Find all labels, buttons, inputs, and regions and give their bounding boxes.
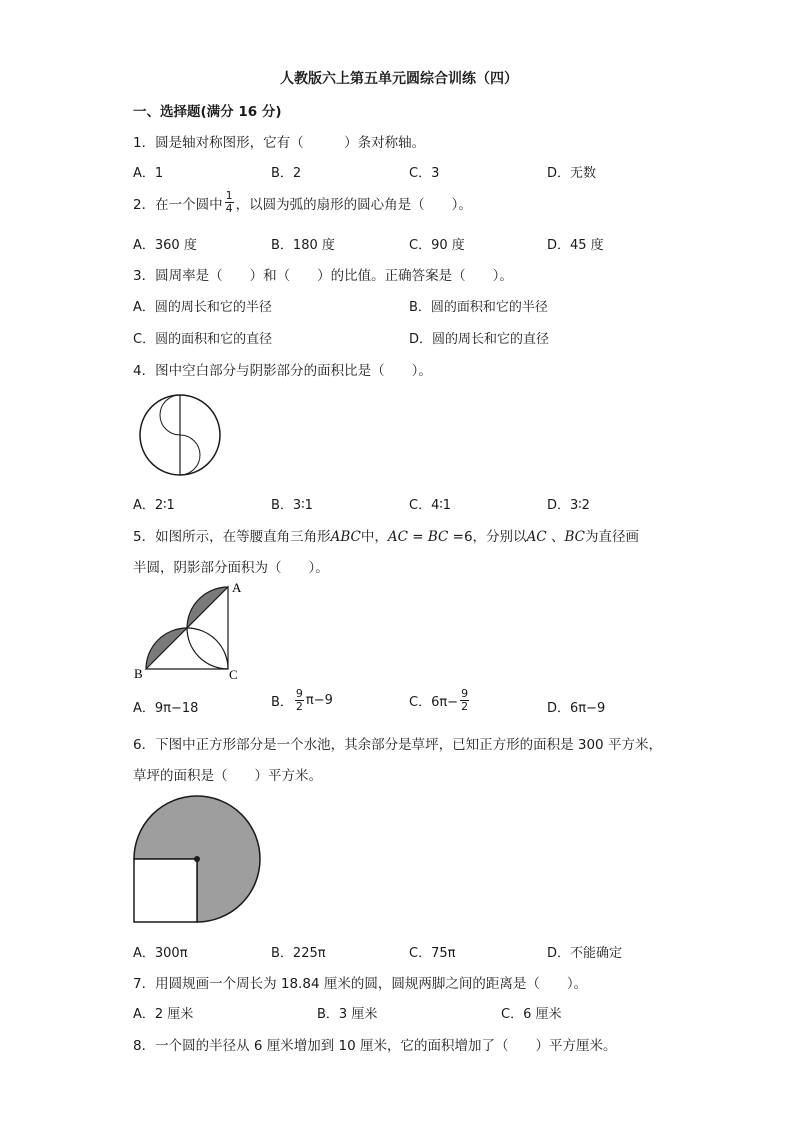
- question-4-stem: 4．图中空白部分与阴影部分的面积比是（ ）。: [133, 363, 432, 379]
- q5-sep: 、: [546, 529, 565, 545]
- q2-option-c[interactable]: C．90 度: [409, 238, 465, 253]
- center-point: [194, 856, 200, 862]
- page-title: 人教版六上第五单元圆综合训练（四）: [280, 71, 518, 87]
- q5-eq2: =6，分别以: [448, 529, 527, 545]
- q7-option-c[interactable]: C．6 厘米: [501, 1007, 562, 1022]
- q5-bc-2: BC: [564, 529, 585, 545]
- q5-option-b[interactable]: [271, 688, 333, 713]
- q2-option-d[interactable]: D．45 度: [547, 238, 604, 253]
- vertex-label-a: A: [232, 580, 242, 595]
- q6-option-d[interactable]: D．不能确定: [547, 946, 623, 961]
- q5-option-c-prefix: C．6π−: [409, 695, 459, 710]
- pond-square: [134, 859, 197, 922]
- q6-option-b[interactable]: B．225π: [271, 946, 326, 961]
- section-heading: 一、选择题(满分 16 分): [133, 104, 282, 120]
- q2-stem-part-b: ，以圆为弧的扇形的圆心角是（ ）。: [235, 196, 472, 213]
- yin-yang-figure: [138, 393, 222, 477]
- q5-triangle-abc: ABC: [330, 529, 361, 545]
- q5-ac-2: AC: [526, 529, 547, 545]
- q4-option-b[interactable]: B．3∶1: [271, 498, 313, 513]
- q7-option-a[interactable]: A．2 厘米: [133, 1007, 194, 1022]
- q2-fraction-denominator: 4: [225, 202, 233, 215]
- question-1-stem: 1．圆是轴对称图形，它有（ ）条对称轴。: [133, 135, 426, 151]
- q5-option-b-denominator: 2: [295, 700, 303, 713]
- q1-option-c[interactable]: C．3: [409, 166, 440, 181]
- q3-option-d[interactable]: D．圆的周长和它的直径: [409, 332, 550, 347]
- q5-option-d[interactable]: D．6π−9: [547, 701, 606, 716]
- q5-option-a[interactable]: A．9π−18: [133, 701, 199, 716]
- q5-option-c-denominator: 2: [461, 700, 469, 713]
- q2-option-a[interactable]: A．360 度: [133, 238, 197, 253]
- q5-option-b-suffix: π−9: [305, 693, 333, 708]
- vertex-label-b: B: [134, 666, 143, 681]
- q5-option-b-prefix: B．: [271, 695, 293, 710]
- question-5-line-1: [133, 525, 639, 545]
- q2-fraction-numerator: 1: [225, 189, 233, 202]
- q5-eq1: =: [407, 529, 428, 545]
- q3-option-a[interactable]: A．圆的周长和它的半径: [133, 300, 272, 315]
- q5-text-b: 中，: [360, 529, 388, 545]
- q4-option-c[interactable]: C．4∶1: [409, 498, 452, 513]
- q5-text-a: 5．如图所示，在等腰直角三角形: [133, 529, 331, 545]
- question-8-stem: 8．一个圆的半径从 6 厘米增加到 10 厘米，它的面积增加了（ ）平方厘米。: [133, 1038, 617, 1054]
- q5-option-c-numerator: 9: [461, 687, 469, 700]
- q3-option-c[interactable]: C．圆的面积和它的直径: [133, 332, 273, 347]
- q5-bc: BC: [427, 529, 449, 545]
- q6-option-c[interactable]: C．75π: [409, 946, 456, 961]
- question-6-line-1: 6．下图中正方形部分是一个水池，其余部分是草坪，已知正方形的面积是 300 平方米，: [133, 737, 662, 753]
- q3-option-b[interactable]: B．圆的面积和它的半径: [409, 300, 548, 315]
- q1-option-d[interactable]: D．无数: [547, 166, 597, 181]
- vertex-label-c: C: [229, 667, 238, 682]
- q7-option-b[interactable]: B．3 厘米: [317, 1007, 378, 1022]
- q5-option-c-fraction: [460, 688, 469, 713]
- triangle-semicircle-figure: [132, 580, 252, 680]
- pond-lawn-figure: [132, 795, 262, 925]
- q4-option-d[interactable]: D．3∶2: [547, 498, 590, 513]
- q5-text-c: 为直径画: [584, 529, 639, 545]
- q5-option-b-fraction: [295, 688, 304, 713]
- q2-option-b[interactable]: B．180 度: [271, 238, 335, 253]
- question-3-stem: 3．圆周率是（ ）和（ ）的比值。正确答案是（ ）。: [133, 268, 513, 284]
- q2-fraction: [225, 190, 234, 215]
- question-2-stem: [133, 190, 472, 215]
- q1-option-a[interactable]: A．1: [133, 166, 164, 181]
- q1-option-b[interactable]: B．2: [271, 166, 302, 181]
- q5-option-b-numerator: 9: [295, 687, 303, 700]
- q5-ac: AC: [387, 529, 408, 545]
- q4-option-a[interactable]: A．2∶1: [133, 498, 175, 513]
- q2-stem-part-a: 2．在一个圆中: [133, 196, 223, 213]
- q5-option-c[interactable]: [409, 688, 471, 713]
- question-5-line-2: 半圆，阴影部分面积为（ ）。: [133, 560, 329, 576]
- question-7-stem: 7．用圆规画一个周长为 18.84 厘米的圆，圆规两脚之间的距离是（ ）。: [133, 976, 588, 992]
- q6-option-a[interactable]: A．300π: [133, 946, 188, 961]
- question-6-line-2: 草坪的面积是（ ）平方米。: [133, 768, 322, 784]
